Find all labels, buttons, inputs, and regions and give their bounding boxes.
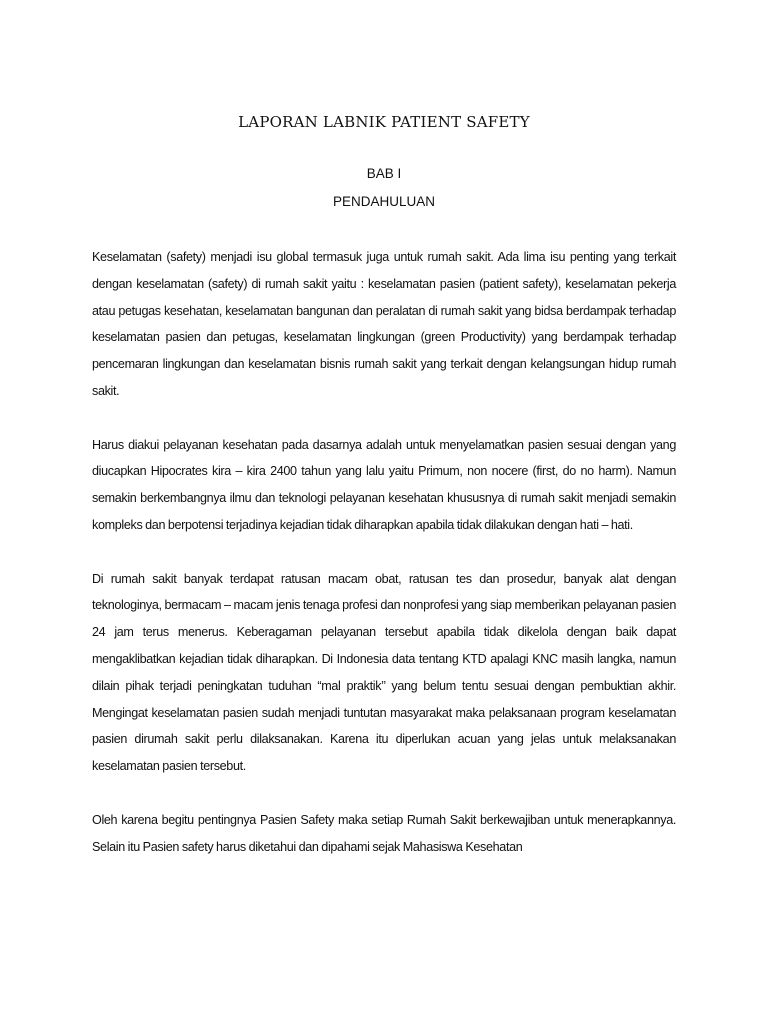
paragraph-2: Harus diakui pelayanan kesehatan pada dasarnya adalah untuk menyelamatkan pasien sesuai dengan yang diucapkan Hipocrates kira – kira 2400 tahun yang lalu yaitu Primum, non nocere (first, do no harm). Namun semakin berkembangnya ilmu dan teknologi pelayanan kesehatan khususnya di rumah sakit menjadi semakin kompleks dan berpotensi terjadinya kejadian tidak diharapkan apabila tidak dilakukan dengan hati – hati. [92, 437, 676, 532]
document-title: LAPORAN LABNIK PATIENT SAFETY [238, 113, 530, 131]
document-body [92, 244, 676, 887]
chapter-heading: BAB I [366, 166, 402, 181]
paragraph-4: Oleh karena begitu pentingnya Pasien Safety maka setiap Rumah Sakit berkewajiban untuk menerapkannya. Selain itu Pasien safety harus diketahui dan dipahami sejak Mahasiswa Kesehatan [92, 812, 676, 854]
paragraph-3: Di rumah sakit banyak terdapat ratusan macam obat, ratusan tes dan prosedur, banyak alat dengan teknologinya, bermacam – macam jenis tenaga profesi dan nonprofesi yang siap memberikan pelayanan pasien 24 jam terus menerus. Keberagaman pelayanan tersebut apabila tidak dikelola dengan baik dapat mengaklibatkan kejadian tidak diharapkan. Di Indonesia data tentang KTD apalagi KNC masih langka, namun dilain pihak terjadi peningkatan tuduhan “mal praktik’’ yang belum tentu sesuai dengan pembuktian akhir. Mengingat keselamatan pasien sudah menjadi tuntutan masyarakat maka pelaksanaan program keselamatan pasien dirumah sakit perlu dilaksanakan. Karena itu diperlukan acuan yang jelas untuk melaksanakan keselamatan pasien tersebut. [92, 571, 676, 774]
section-heading: PENDAHULUAN [332, 194, 436, 209]
paragraph-1: Keselamatan (safety) menjadi isu global termasuk juga untuk rumah sakit. Ada lima isu penting yang terkait dengan keselamatan (safety) di rumah sakit yaitu : keselamatan pasien (patient safety), keselamatan pekerja atau petugas kesehatan, keselamatan bangunan dan peralatan di rumah sakit yang bidsa berdampak terhadap keselamatan pasien dan petugas, keselamatan lingkungan (green Productivity) yang berdampak terhadap pencemaran lingkungan dan keselamatan bisnis rumah sakit yang terkait dengan kelangsungan hidup rumah sakit. [92, 250, 676, 398]
